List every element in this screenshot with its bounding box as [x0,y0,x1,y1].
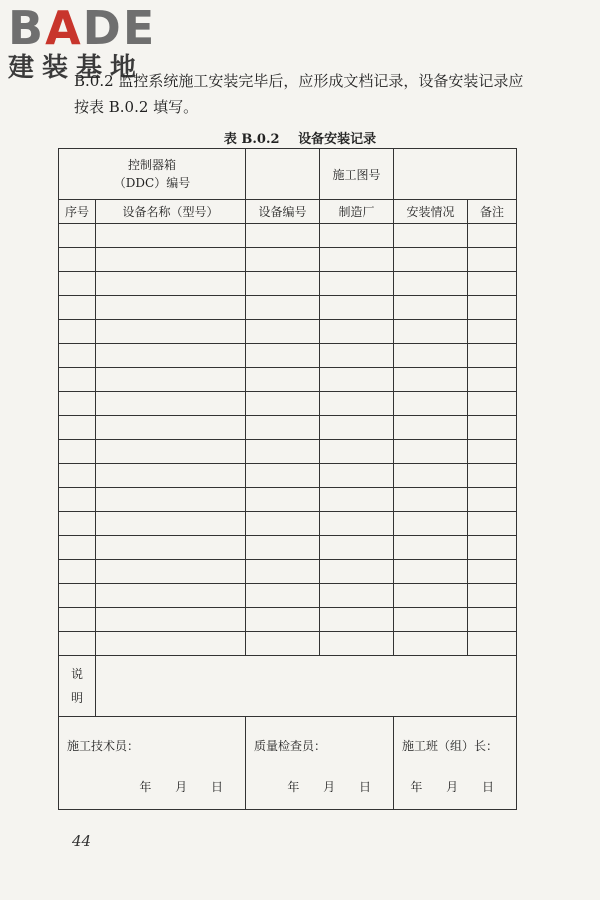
table-cell[interactable] [394,272,468,296]
table-cell[interactable] [320,512,394,536]
table-cell[interactable] [96,224,246,248]
table-cell[interactable] [96,536,246,560]
signature-cell[interactable] [394,717,517,810]
table-cell[interactable] [96,632,246,656]
table-cell[interactable] [320,344,394,368]
table-cell[interactable] [246,488,320,512]
controller-label-line2: （DDC）编号 [113,176,191,190]
table-cell[interactable] [394,464,468,488]
table-cell[interactable] [246,608,320,632]
table-cell[interactable] [394,440,468,464]
table-cell[interactable] [96,416,246,440]
table-row [59,392,517,416]
table-cell[interactable] [59,344,96,368]
controller-label-line1: 控制器箱 [127,158,176,172]
signature-role: 质量检查员： [254,739,327,753]
table-cell[interactable] [394,224,468,248]
table-cell[interactable] [59,440,96,464]
table-cell[interactable] [59,488,96,512]
drawing-label-cell: 施工图号 [320,149,394,200]
drawing-number-field[interactable] [394,149,517,200]
column-header: 设备名称（型号） [96,200,246,224]
logo-subtitle: 建装基地 [8,53,145,83]
table-row [59,488,517,512]
table-cell[interactable] [320,608,394,632]
table-cell[interactable] [320,320,394,344]
table-cell[interactable] [468,464,517,488]
signature-role: 施工班（组）长： [402,739,499,753]
table-row [59,440,517,464]
table-cell[interactable] [246,368,320,392]
column-header: 设备编号 [246,200,320,224]
table-cell[interactable] [320,560,394,584]
table-cell[interactable] [246,320,320,344]
table-cell[interactable] [468,416,517,440]
table-cell[interactable] [59,608,96,632]
table-cell[interactable] [246,440,320,464]
table-cell[interactable] [246,416,320,440]
notes-label-char: 明 [70,691,83,705]
table-cell[interactable] [96,296,246,320]
table-cell[interactable] [394,416,468,440]
column-header: 序号 [59,200,96,224]
table-cell[interactable] [59,296,96,320]
table-cell[interactable] [394,320,468,344]
table-cell[interactable] [394,536,468,560]
column-header: 制造厂 [320,200,394,224]
table-cell[interactable] [246,392,320,416]
signature-cell[interactable] [246,717,394,810]
table-cell[interactable] [96,488,246,512]
table-cell[interactable] [468,440,517,464]
table-cell[interactable] [468,392,517,416]
table-cell[interactable] [468,608,517,632]
table-cell[interactable] [394,488,468,512]
table-cell[interactable] [468,368,517,392]
table-cell[interactable] [394,608,468,632]
table-row [59,512,517,536]
table-cell[interactable] [96,320,246,344]
table-cell[interactable] [59,248,96,272]
table-cell[interactable] [96,368,246,392]
table-cell[interactable] [394,344,468,368]
table-cell[interactable] [59,536,96,560]
table-cell[interactable] [394,296,468,320]
table-cell[interactable] [468,488,517,512]
table-cell[interactable] [246,536,320,560]
table-cell[interactable] [59,392,96,416]
table-cell[interactable] [320,488,394,512]
table-cell[interactable] [394,560,468,584]
table-cell[interactable] [96,560,246,584]
table-cell[interactable] [394,632,468,656]
table-row [59,584,517,608]
signature-date: 年 月 日 [287,780,381,794]
table-cell[interactable] [246,272,320,296]
controller-label-cell [59,149,246,200]
table-title: 设备安装记录 [298,132,377,147]
table-cell[interactable] [59,464,96,488]
table-row [59,632,517,656]
table-cell[interactable] [468,248,517,272]
table-cell[interactable] [394,248,468,272]
table-cell[interactable] [96,344,246,368]
column-header-row [59,200,517,224]
table-cell[interactable] [96,512,246,536]
table-cell[interactable] [468,344,517,368]
table-cell[interactable] [468,632,517,656]
notes-label [59,656,96,717]
table-cell[interactable] [59,416,96,440]
table-number: 表 B.0.2 [223,132,280,147]
table-cell[interactable] [96,584,246,608]
table-row [59,464,517,488]
table-cell[interactable] [246,296,320,320]
signature-cell[interactable] [59,717,246,810]
table-cell[interactable] [96,392,246,416]
page-number: 44 [72,832,92,850]
header-info-row [59,149,517,200]
table-cell[interactable] [394,584,468,608]
table-cell[interactable] [96,608,246,632]
table-cell[interactable] [394,368,468,392]
table-cell[interactable] [320,536,394,560]
table-cell[interactable] [59,632,96,656]
table-cell[interactable] [320,272,394,296]
table-cell[interactable] [468,536,517,560]
table-cell[interactable] [59,512,96,536]
column-header: 备注 [468,200,517,224]
table-row [59,608,517,632]
signature-role: 施工技术员： [67,739,140,753]
table-cell[interactable] [246,512,320,536]
table-row [59,344,517,368]
table-cell[interactable] [320,464,394,488]
table-cell[interactable] [468,224,517,248]
table-cell[interactable] [468,296,517,320]
table-cell[interactable] [320,224,394,248]
table-cell[interactable] [59,272,96,296]
intro-paragraph: B.0.2 监控系统施工安装完毕后，应形成文档记录，设备安装记录应按表 B.0.2 填写。 [74,72,524,116]
table-row [59,320,517,344]
table-row [59,368,517,392]
table-cell[interactable] [246,224,320,248]
table-cell[interactable] [320,248,394,272]
table-cell[interactable] [246,248,320,272]
equipment-installation-record-table [58,148,517,810]
table-cell[interactable] [320,440,394,464]
notes-field[interactable] [96,656,517,717]
table-cell[interactable] [246,560,320,584]
notes-label-char: 说 [70,667,83,681]
table-cell[interactable] [246,632,320,656]
table-row [59,416,517,440]
table-row [59,560,517,584]
table-cell[interactable] [96,272,246,296]
table-cell[interactable] [96,440,246,464]
table-cell[interactable] [320,368,394,392]
table-cell[interactable] [246,344,320,368]
table-cell[interactable] [320,296,394,320]
table-cell[interactable] [394,392,468,416]
table-cell[interactable] [59,584,96,608]
table-row [59,248,517,272]
column-header: 安装情况 [394,200,468,224]
table-row [59,224,517,248]
table-cell[interactable] [59,368,96,392]
controller-number-field[interactable] [246,149,320,200]
logo-wordmark: BADE [8,1,157,55]
table-cell[interactable] [320,584,394,608]
table-cell[interactable] [468,584,517,608]
table-cell[interactable] [96,464,246,488]
table-row [59,272,517,296]
table-cell[interactable] [468,512,517,536]
signature-row [59,717,517,810]
table-caption [0,128,600,147]
signature-date: 年 月 日 [410,780,504,794]
table-cell[interactable] [468,560,517,584]
signature-date: 年 月 日 [139,780,233,794]
table-cell[interactable] [468,272,517,296]
table-cell[interactable] [468,320,517,344]
table-cell[interactable] [246,584,320,608]
table-cell[interactable] [59,320,96,344]
table-row [59,536,517,560]
table-cell[interactable] [320,416,394,440]
table-cell[interactable] [320,392,394,416]
table-cell[interactable] [59,560,96,584]
table-row [59,296,517,320]
notes-row [59,656,517,717]
table-cell[interactable] [394,512,468,536]
table-cell[interactable] [320,632,394,656]
table-cell[interactable] [59,224,96,248]
table-cell[interactable] [96,248,246,272]
table-cell[interactable] [246,464,320,488]
